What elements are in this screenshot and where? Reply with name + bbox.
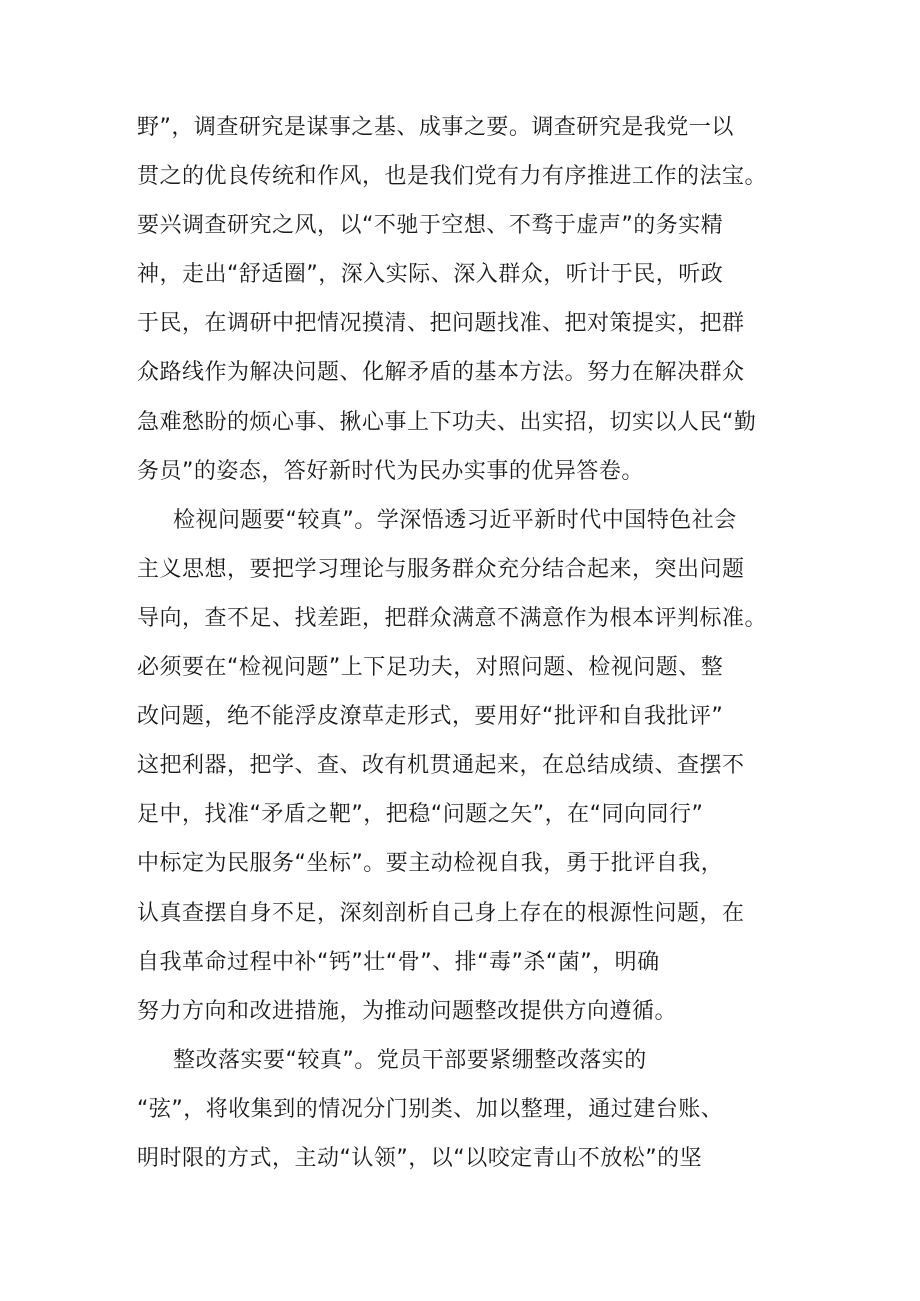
text-line: 导向，查不足、找差距，把群众满意不满意作为根本评判标准。 [137,605,768,631]
text-line: 自我革命过程中补“钙”壮“骨”、排“毒”杀“菌”，明确 [137,949,660,975]
text-line: 众路线作为解决问题、化解矛盾的基本方法。努力在解决群众 [137,360,745,386]
text-line-first: 检视问题要“较真”。学深悟透习近平新时代中国特色社会 [173,507,737,533]
text-line: 这把利器，把学、查、改有机贯通起来，在总结成绩、查摆不 [137,753,745,779]
text-line: 改问题，绝不能浮皮潦草走形式，要用好“批评和自我批评” [137,704,724,730]
text-line: 足中，找准“矛盾之靶”，把稳“问题之矢”，在“同向同行” [137,802,704,828]
text-line: 明时限的方式，主动“认领”，以“以咬定青山不放松”的坚 [137,1145,703,1171]
text-line: 务员”的姿态，答好新时代为民办实事的优异答卷。 [137,458,644,484]
text-line: 主义思想，要把学习理论与服务群众充分结合起来，突出问题 [137,556,745,582]
text-line: 认真查摆自身不足，深刻剖析自己身上存在的根源性问题，在 [137,900,745,926]
text-line-first: 整改落实要“较真”。党员干部要紧绷整改落实的 [173,1047,647,1073]
text-line: 要兴调查研究之风，以“不驰于空想、不骛于虚声”的务实精 [137,213,724,239]
text-line: 神，走出“舒适圈”，深入实际、深入群众，听计于民，听政 [137,262,724,288]
text-line: “弦”，将收集到的情况分门别类、加以整理，通过建台账、 [137,1096,724,1122]
paragraph-1 [137,103,797,496]
paragraph-2 [137,496,797,1036]
text-line: 急难愁盼的烦心事、揪心事上下功夫、出实招，切实以人民“勤 [137,409,757,435]
document-body [137,103,797,1183]
paragraph-3 [137,1036,797,1183]
text-line: 野”，调查研究是谋事之基、成事之要。调查研究是我党一以 [137,115,734,140]
text-line: 努力方向和改进措施，为推动问题整改提供方向遵循。 [137,998,678,1024]
text-line: 贯之的优良传统和作风，也是我们党有力有序推进工作的法宝。 [137,164,768,190]
text-line: 于民，在调研中把情况摸清、把问题找准、把对策提实，把群 [137,311,745,337]
text-line: 必须要在“检视问题”上下足功夫，对照问题、检视问题、整 [137,655,724,681]
text-line: 中标定为民服务“坐标”。要主动检视自我，勇于批评自我， [137,851,724,877]
